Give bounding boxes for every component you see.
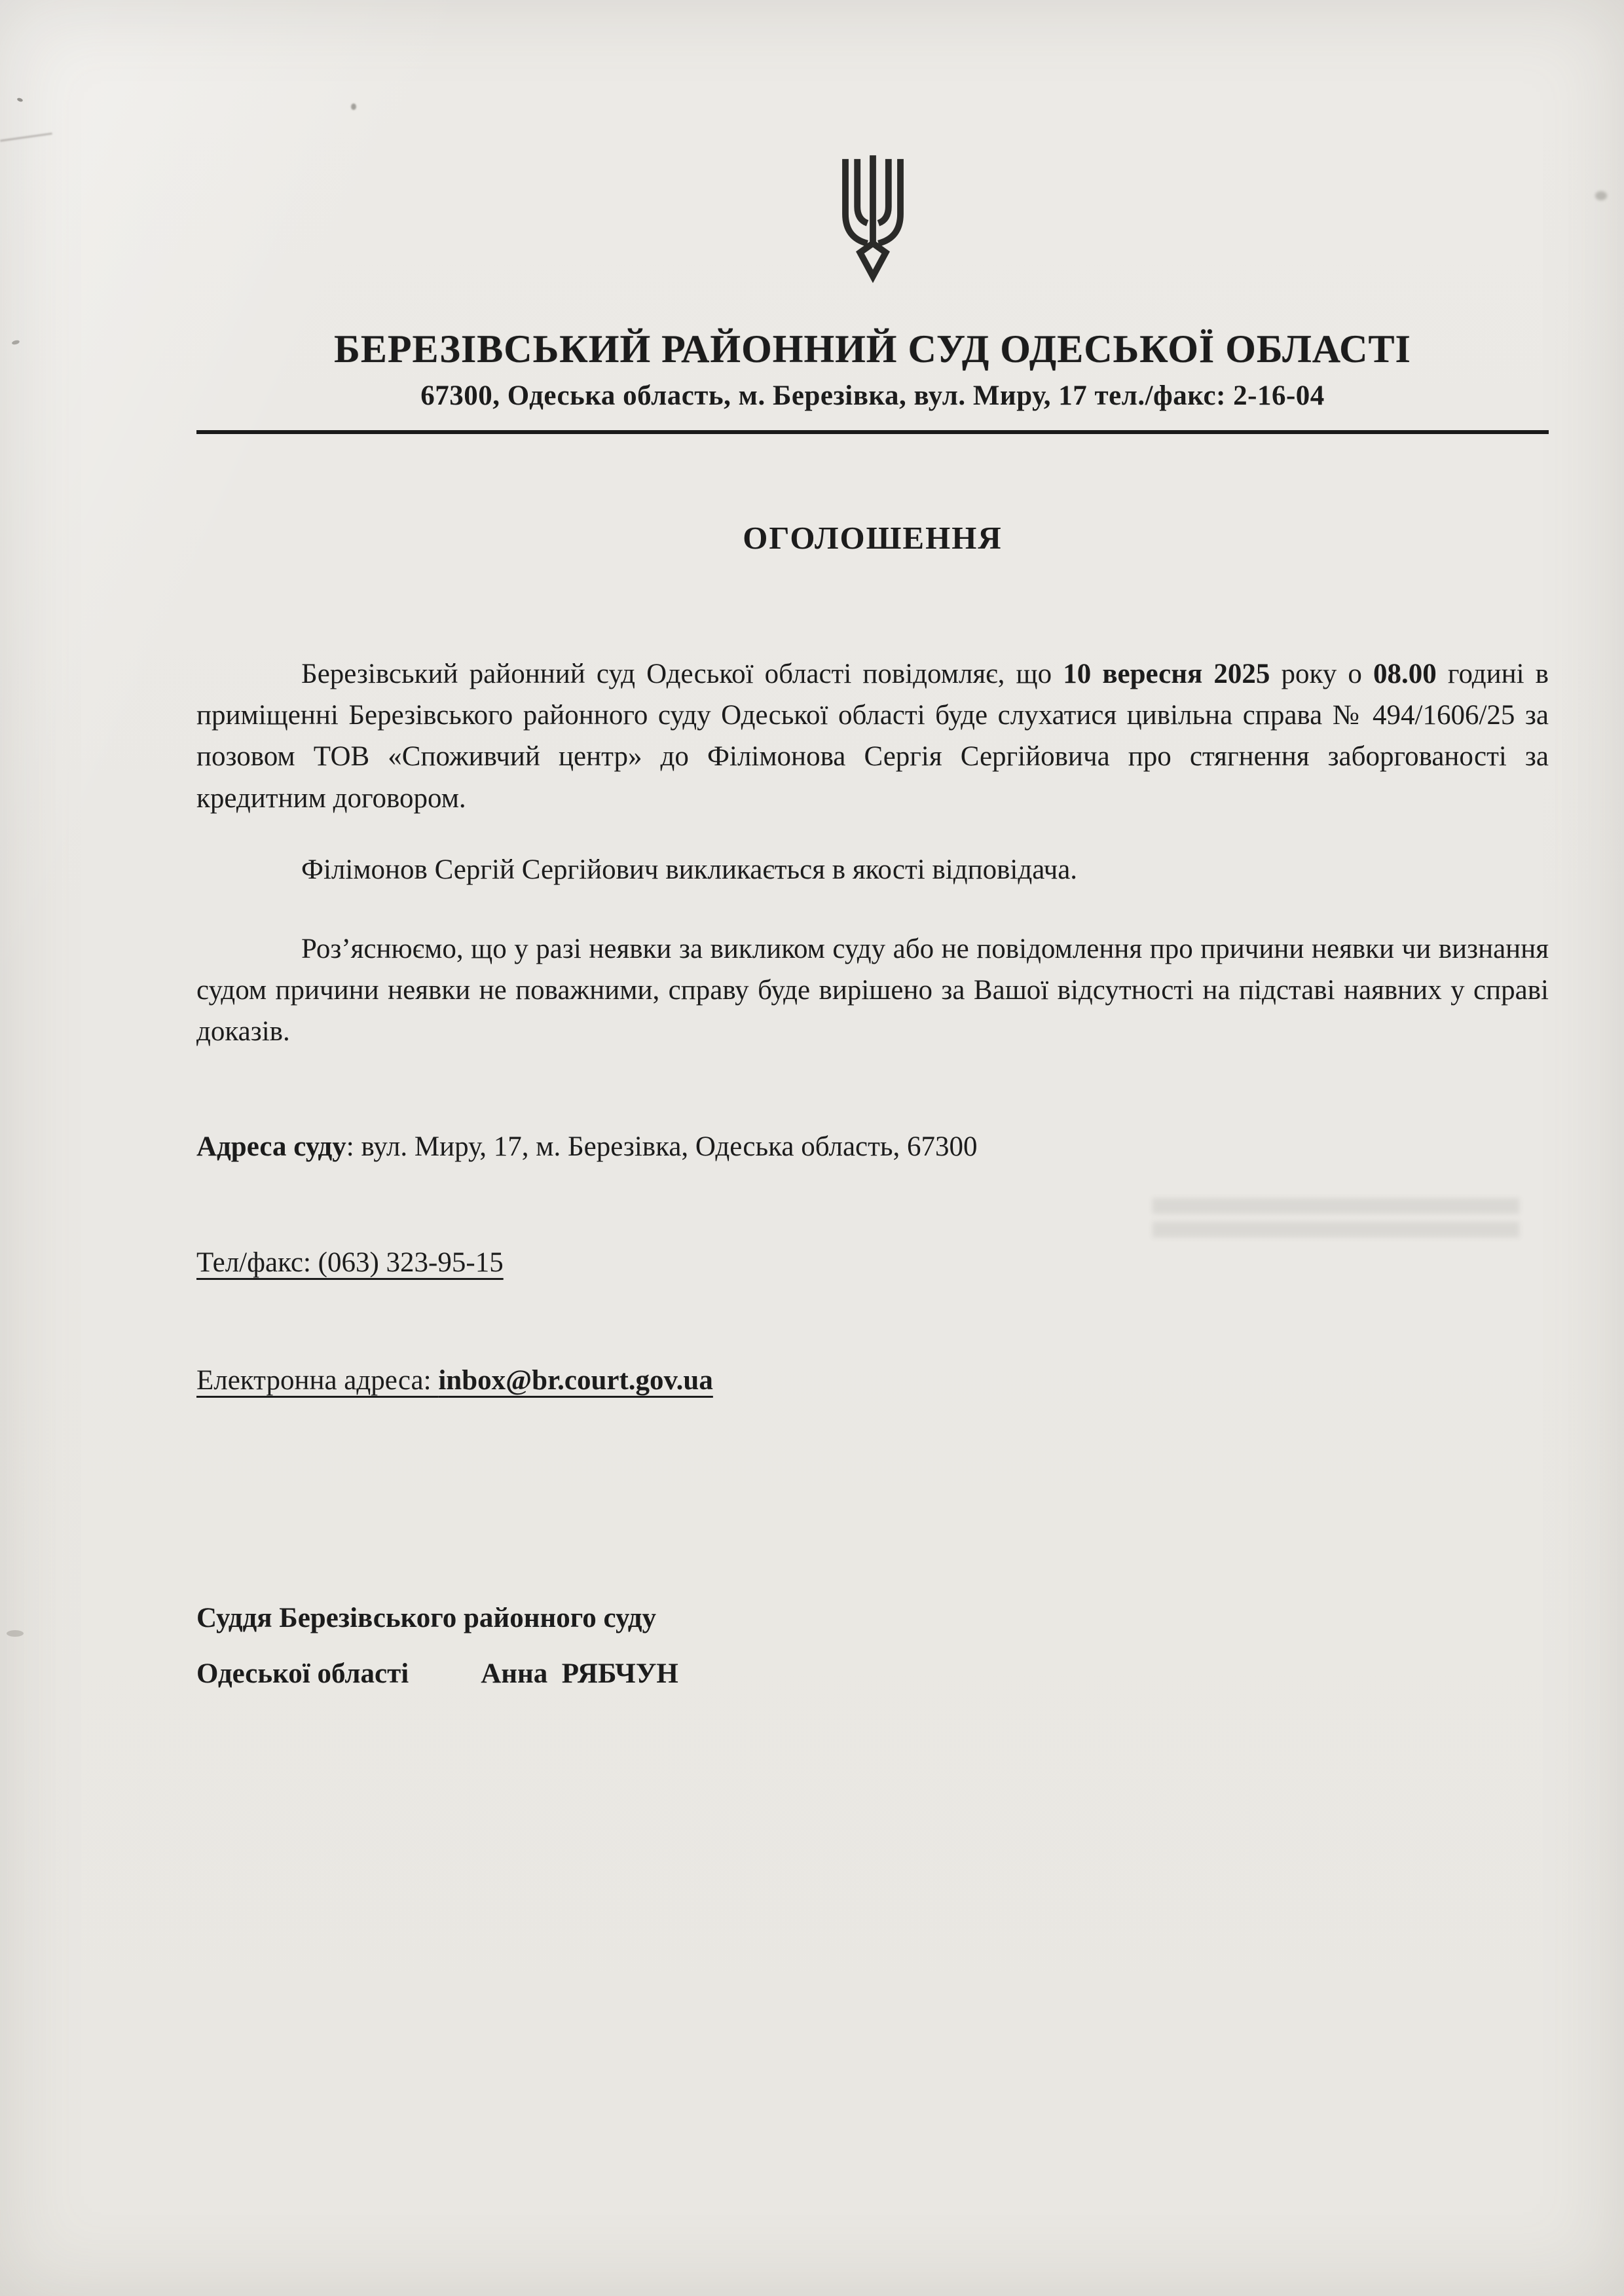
announcement-paragraph-defendant: Філімонов Сергій Сергійович викликається в якості відповідача.: [301, 854, 1078, 885]
scan-speck: [7, 1630, 24, 1637]
phone-fax-text: Тел/факс: (063) 323-95-15: [196, 1247, 504, 1278]
hearing-date-bold: 10 вересня 2025: [1063, 659, 1270, 689]
phone-fax-line: [196, 1242, 1549, 1283]
court-name-heading: БЕРЕЗІВСЬКИЙ РАЙОННИЙ СУД ОДЕСЬКОЇ ОБЛАСТІ: [334, 327, 1411, 371]
court-contact-line: 67300, Одеська область, м. Березівка, вул. Миру, 17 тел./факс: 2-16-04: [420, 380, 1325, 411]
judge-name: Анна РЯБЧУН: [481, 1658, 678, 1690]
email-address-text: inbox@br.court.gov.ua: [438, 1365, 713, 1396]
court-address-value: : вул. Миру, 17, м. Березівка, Одеська область, 67300: [346, 1131, 978, 1162]
email-line: [196, 1360, 1549, 1401]
judge-signature-line-2: [196, 1653, 1549, 1694]
paragraph-text-segment: року о: [1270, 659, 1374, 689]
email-label: Електронна адреса:: [196, 1365, 439, 1396]
header-divider: [196, 430, 1549, 434]
paragraph-text-segment: годині в приміщенні Березівського районного суду Одеської області буде слухатися цивільна справа № 494/1606/25 за позовом ТОВ «Споживчий центр» до Філімонова Сергія Сергійовича про стягнення заборгованості за кредитним договором.: [196, 659, 1549, 814]
header-emblem-area: [196, 151, 1549, 288]
ukraine-trident-icon: [827, 151, 919, 285]
scan-speck: [351, 103, 356, 110]
scan-speck: [1595, 191, 1607, 200]
hearing-time-bold: 08.00: [1373, 659, 1437, 689]
paragraph-text-segment: Березівський районний суд Одеської області повідомляє, що: [301, 659, 1063, 689]
announcement-title: ОГОЛОШЕННЯ: [743, 520, 1003, 556]
court-address-label: Адреса суду: [196, 1131, 346, 1162]
announcement-paragraph-warning: Роз’яснюємо, що у разі неявки за викликом суду або не повідомлення про причини неявки чи визнання судом причини неявки не поважними, справу буде вирішено за Вашої відсутності на підставі наявних у справі доказів.: [196, 934, 1549, 1048]
court-address-line: [196, 1126, 1549, 1167]
judge-signature-line-1: Суддя Березівського районного суду: [196, 1603, 657, 1634]
scan-ink-bleed-ghost: [1153, 1198, 1519, 1237]
announcement-paragraph-hearing: [196, 653, 1549, 819]
judge-signature-region: Одеської області: [196, 1658, 409, 1690]
